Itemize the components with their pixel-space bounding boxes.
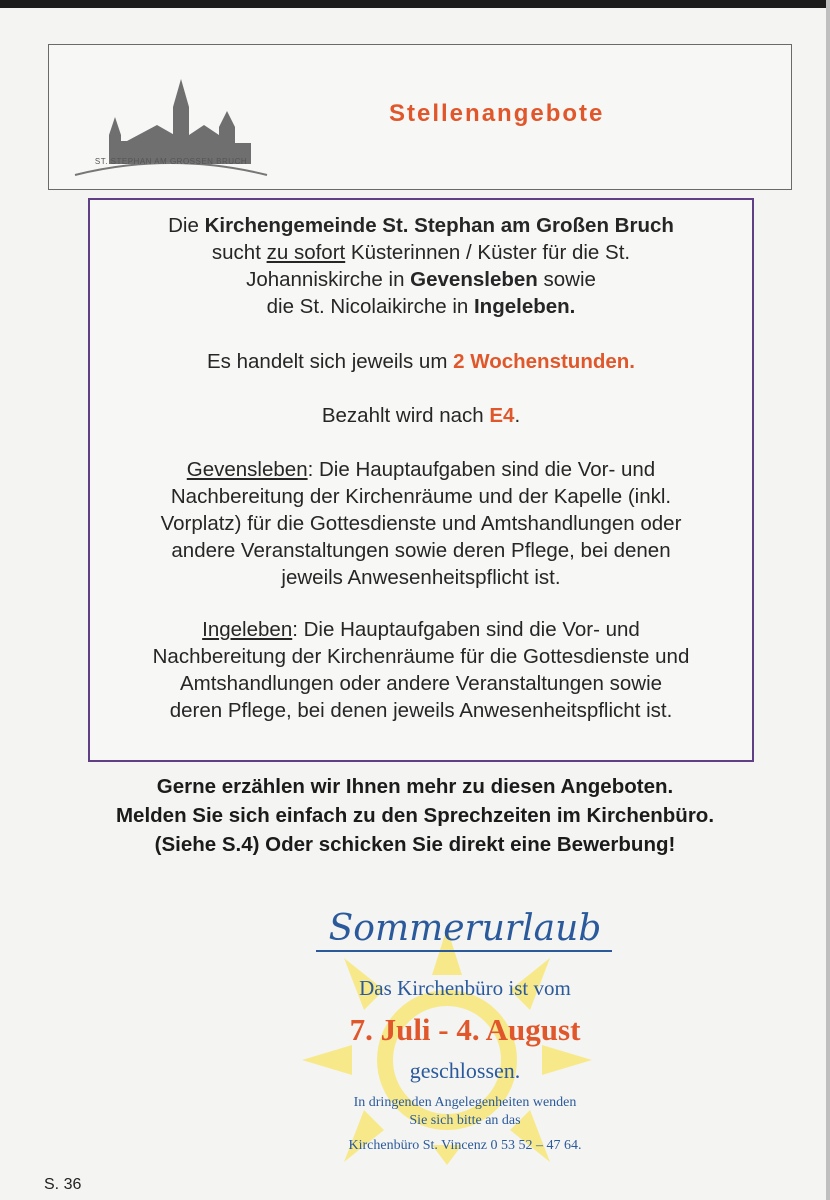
gevensleben-paragraph bbox=[90, 456, 752, 591]
page-number: S. 36 bbox=[44, 1176, 82, 1193]
logo-caption: ST. STEPHAN AM GROSSEN BRUCH bbox=[94, 157, 248, 166]
page-title: Stellenangebote bbox=[389, 100, 605, 127]
contact-note bbox=[30, 772, 800, 859]
location-gevensleben: Gevensleben bbox=[410, 268, 538, 291]
start-date-text: zu sofort bbox=[266, 241, 346, 264]
pay-text: . bbox=[514, 404, 521, 427]
pay-grade: E4 bbox=[489, 404, 515, 427]
contact-line: (Siehe S.4) Oder schicken Sie direkt eine Bewerbung! bbox=[154, 833, 676, 856]
gevensleben-text: Nachbereitung der Kirchenräume und der Kapelle (inkl. bbox=[170, 485, 672, 508]
gevensleben-text: : Die Hauptaufgaben sind die Vor- und bbox=[307, 458, 656, 481]
pay-text: Bezahlt wird nach bbox=[321, 404, 490, 427]
intro-text: Die bbox=[168, 214, 205, 237]
ingeleben-paragraph bbox=[90, 616, 752, 724]
intro-text: sowie bbox=[537, 268, 596, 291]
summer-urgent-line: In dringenden Angelegenheiten wenden bbox=[353, 1095, 577, 1110]
contact-line: Gerne erzählen wir Ihnen mehr zu diesen Angeboten. bbox=[156, 775, 674, 798]
gevensleben-text: andere Veranstaltungen sowie deren Pflege, bei denen bbox=[171, 539, 671, 562]
gevensleben-text: jeweils Anwesenheitspflicht ist. bbox=[281, 566, 561, 589]
summer-dates: 7. Juli - 4. August bbox=[349, 1012, 581, 1047]
right-scan-edge bbox=[826, 0, 830, 1200]
summer-line-1: Das Kirchenbüro ist vom bbox=[359, 976, 571, 1000]
summer-urgent-note bbox=[292, 1094, 638, 1130]
hours-value: 2 Wochenstunden. bbox=[453, 350, 635, 373]
top-scan-border bbox=[0, 0, 830, 8]
summer-closed: geschlossen. bbox=[409, 1058, 521, 1083]
summer-urgent-line: Sie sich bitte an das bbox=[409, 1113, 521, 1128]
ingeleben-text: Amtshandlungen oder andere Veranstaltungen sowie bbox=[179, 672, 663, 695]
intro-text: Küsterinnen / Küster für die St. bbox=[345, 241, 631, 264]
location-ingeleben: Ingeleben. bbox=[473, 295, 576, 318]
ingeleben-text: deren Pflege, bei denen jeweils Anwesenheitspflicht ist. bbox=[169, 699, 673, 722]
summer-contact: Kirchenbüro St. Vincenz 0 53 52 – 47 64. bbox=[348, 1138, 582, 1153]
intro-text: Johanniskirche in bbox=[246, 268, 411, 291]
parish-name: Kirchengemeinde St. Stephan am Großen Bruch bbox=[204, 214, 674, 237]
gevensleben-text: Vorplatz) für die Gottesdienste und Amtshandlungen oder bbox=[160, 512, 682, 535]
intro-text: sucht bbox=[211, 241, 267, 264]
contact-line: Melden Sie sich einfach zu den Sprechzeiten im Kirchenbüro. bbox=[115, 804, 715, 827]
pay-paragraph bbox=[90, 402, 752, 429]
hours-text: Es handelt sich jeweils um bbox=[207, 350, 454, 373]
summer-title: Sommerurlaub bbox=[328, 908, 602, 949]
job-offer-box bbox=[88, 198, 754, 762]
hours-paragraph bbox=[90, 348, 752, 375]
ingeleben-label: Ingeleben bbox=[202, 618, 293, 641]
ingeleben-text: : Die Hauptaufgaben sind die Vor- und bbox=[292, 618, 640, 641]
header-box bbox=[48, 44, 792, 190]
summer-title-underline bbox=[316, 950, 612, 952]
gevensleben-label: Gevensleben bbox=[186, 458, 308, 481]
intro-text: die St. Nicolaikirche in bbox=[266, 295, 474, 318]
ingeleben-text: Nachbereitung der Kirchenräume für die Gottesdienste und bbox=[152, 645, 690, 668]
intro-paragraph bbox=[90, 212, 752, 320]
